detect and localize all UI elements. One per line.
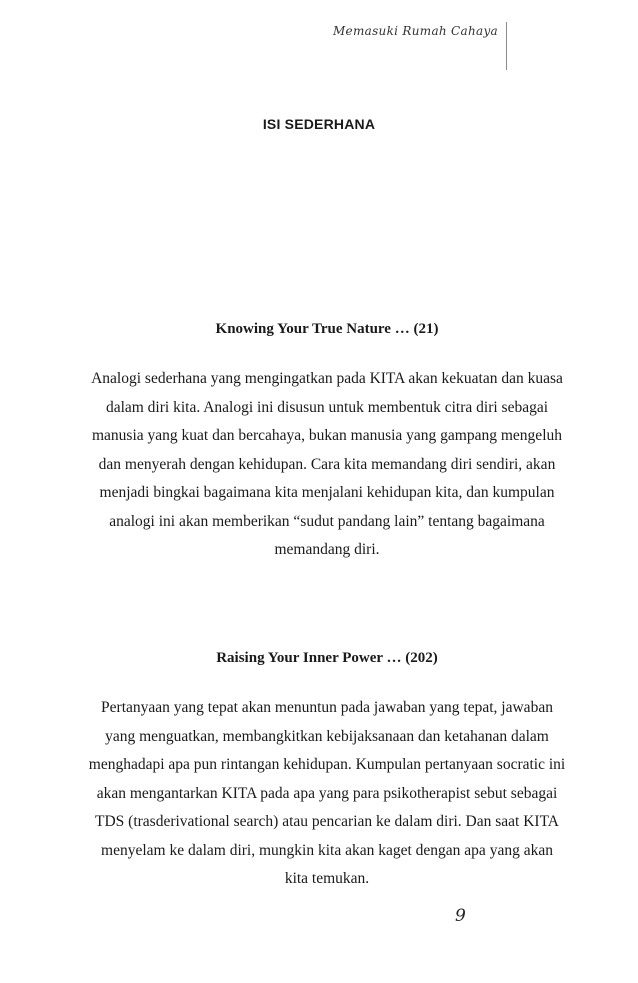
section-heading: Raising Your Inner Power … (202) bbox=[216, 650, 438, 666]
section-body: Analogi sederhana yang mengingatkan pada KITA akan kekuatan dan kuasa dalam diri kita. Analogi ini disusun untuk membentuk citra diri sebagai manusia yang kuat dan bercahaya, bukan manusia yang gampang mengeluh dan menyerah dengan kehidupan. Cara kita memandang diri sendiri, akan menjadi bingkai bagaimana kita menjalani kehidupan kita, dan kumpulan analogi ini akan memberikan “sudut pandang lain” tentang bagaimana memandang diri. bbox=[91, 370, 563, 558]
page-title: ISI SEDERHANA bbox=[262, 116, 376, 132]
page-number: 9 bbox=[455, 906, 466, 926]
section-body: Pertanyaan yang tepat akan menuntun pada jawaban yang tepat, jawaban yang menguatkan, membangkitkan kebijaksanaan dan ketahanan dalam menghadapi apa pun rintangan kehidupan. Kumpulan pertanyaan socratic ini akan mengantarkan KITA pada apa yang para psikotherapist sebut sebagai TDS (trasderivational search) atau pencarian ke dalam diri. Dan saat KITA menyelam ke dalam diri, mungkin kita akan kaget dengan apa yang akan kita temukan. bbox=[88, 699, 566, 887]
section-heading: Knowing Your True Nature … (21) bbox=[215, 321, 439, 337]
header-divider bbox=[506, 22, 507, 70]
running-header-title: Memasuki Rumah Cahaya bbox=[332, 24, 498, 38]
section-raising-your-inner-power bbox=[88, 648, 566, 894]
section-knowing-your-true-nature bbox=[88, 319, 566, 565]
